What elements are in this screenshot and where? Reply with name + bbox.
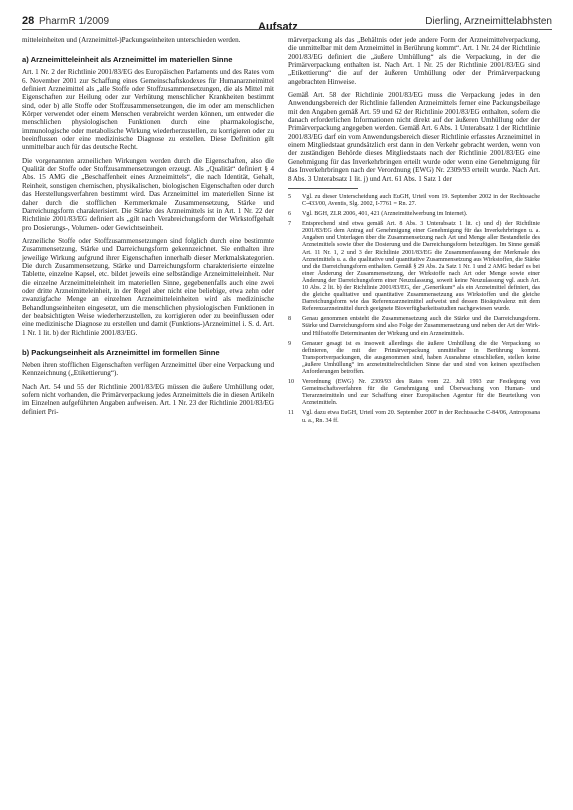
footnote: [288, 341, 540, 376]
footnote: [288, 316, 540, 337]
running-head: Dierling, Arzneimittelabhsten: [425, 16, 552, 27]
footnote-text: Vgl. dazu etwa EuGH, Urteil vom 20. September 2007 in der Rechtssache C-84/06, Antroposana u. a., Rn. 34 ff.: [302, 410, 540, 424]
paragraph-a3: Arzneiliche Stoffe oder Stoffzusammensetzungen sind folglich durch eine bestimmte Zusammensetzung, Stärke und Darreichungsform gekennzeichnet. Sie enthalten ihre jeweilige Wirkung aufgrund ihrer Eigenschaften innerhalb dieser Merkmalskategorien. Die durch Zusammensetzung, Stärke und Darreichungsform charakterisierte einzelne Tablette, einzelne Kapsel, etc. bildet jeweils eine selbständige Arzneimitteleinheit. Nur die einzelne Arzneimitteleinheit im materiellen Sinne, gegebenenfalls auch eine zwei oder dritte Arzneimitteleinheit, in der Regel aber nicht eine beliebige, etwa zehn oder zwanzigfache Menge an einzelnen Arzneimitteleinheiten wird als medizinische Behandlungseinheiten eingesetzt, um die menschlichen physiologischen Funktionen in der beabsichtigten Weise wiederherzustellen, zu korrigieren oder zu beeinflussen oder eine medizinische Diagnose zu erstellen und damit (Funktions-)Arzneimittel i. S. d. Art. 1 Nr. 1 lit. b) der Richtlinie 2001/83/EG.: [22, 236, 274, 337]
paragraph-a1: Art. 1 Nr. 2 der Richtlinie 2001/83/EG des Europäischen Parlaments und des Rates vom 6. November 2001 zur Schaffung eines Gemeinschaftskodexes für Humanarzneimittel definiert Arzneimittel als „alle Stoffe oder Stoffzusammensetzungen, die als Mittel mit Eigenschaften zur Heilung oder zur Verhütung menschlicher Krankheiten bestimmt sind, oder b) alle Stoffe oder Stoffzusammensetzungen, die im oder am menschlichen Körper verwendet oder einem Menschen verabreicht werden können, um entweder die menschlichen physiologischen Funktionen durch eine pharmakologische, immunologische oder metabolische Wirkung wiederherzustellen, zu korrigieren oder zu beeinflussen oder eine medizinische Diagnose zu erstellen. Diese Definition gilt unmittelbar auch für das deutsche Recht.: [22, 68, 274, 152]
footnote-number: 11: [288, 410, 294, 417]
footnote-text: Vgl. BGH, ZLR 2006, 401, 421 (Arzneimittelwerbung im Internet).: [302, 211, 468, 218]
footnote: [288, 379, 540, 407]
paragraph-b2: Nach Art. 54 und 55 der Richtlinie 2001/83/EG müssen die äußere Umhüllung oder, sofern nicht vorhanden, die Primärverpackung jedes Arzneimittels die in diesen Artikeln im Einzelnen aufgeführten Angaben aufweisen. Art. 1 Nr. 23 der Richtlinie 2001/83/EG definiert Pri-: [22, 382, 274, 416]
footnote-text: Verordnung (EWG) Nr. 2309/93 des Rates vom 22. Juli 1993 zur Festlegung von Gemeinschaftsverfahren für die Genehmigung und Überwachung von Human- und Tierarzneimitteln und zur Schaffung einer Europäischen Agentur für die Beurteilung von Arzneimitteln.: [302, 379, 540, 407]
journal-name: PharmR 1/2009: [39, 16, 110, 27]
section-label: Aufsatz: [258, 21, 298, 33]
right-column: [288, 36, 540, 428]
footnote-number: 8: [288, 316, 292, 323]
footnote-number: 6: [288, 211, 292, 218]
footnote-text: Genauer gesagt ist es insoweit allerdings die äußere Umhüllung die die Verpackung so definieren, die mit der Primärverpackung unmittelbar in Berührung kommt. Transportverpackungen, die ausgenommen sind, haben Ausnahme einschließen, stellen keine „äußere Umhüllung“ im arzneimittelrechtlichen Sinne dar und sind von keinen spezifischen Anforderungen betroffen.: [302, 340, 540, 375]
intro-paragraph: mitteleinheiten und (Arzneimittel-)Packungseinheiten unterschieden werden.: [22, 36, 241, 44]
footnote-text: Entsprechend sind etwa gemäß Art. 8 Abs. 3 Unterabsatz 1 lit. c) und d) der Richtlinie 2001/83/EG dem Antrag auf Genehmigung einer Genehmigung für das Inverkehrbringen u. a. Angaben und Unterlagen über die Zusammensetzung nach Art und Menge aller Bestandteile des Arzneimittels sowie über die Dosierung und die Darreichungsform beizufügen. Im Sinne gemäß Art. 11 Nr. 1, 2 und 3 der Richtlinie 2001/83/EG die Zusammenfassung der Merkmale des Arzneimittels u. a. die qualitative und quantitative Zusammensetzung aus Wirkstoffen, die Stärke und die Darreichungsform enthalten. Gemäß § 29 Abs. 2a Satz 1 Nr. 1 und 2 AMG bedarf es bei einer Änderung der Zusammensetzung, der Wirkstoffe nach Art oder Menge sowie einer Änderung der Darreichungsform einer Neuzulassung, soweit keine Neuzulassung vgl. auch Art. 10 Abs. 2 lit. b) der Richtlinie 2001/83/EG, der „Generikum“ als ein Arzneimittel definiert, das die gleiche qualitative und quantitative Zusammensetzung aus Wirkstoffen und die gleiche Darreichungsform wie das Referenzarzneimittel aufweist und dessen Bioäquivalenz mit dem Referenzarzneimittel durch geeignete Bioverfügbarkeitsstudien nachgewiesen wurde.: [302, 221, 540, 313]
paragraph-a2: Die vorgenannten arzneilichen Wirkungen werden durch die Eigenschaften, also die Qualität der Stoffe oder Stoffzusammensetzungen erzeugt. Als „Qualität“ definiert § 4 Abs. 15 AMG die „Beschaffenheit eines Arzneimittels“, die nach Identität, Gehalt, Reinheit, sonstigen chemischen, physikalischen, biologischen Eigenschaften oder durch das Herstellungsverfahren bestimmt wird. Das Arzneimittel im materiellen Sinne ist daher durch die stofflichen Kernmerkmale Zusammensetzung, Stärke und Darreichungsform charakterisiert. Die Stärke des Arzneimittels ist in Art. 1 Nr. 22 der Richtlinie 2001/83/EG definiert als „gilt nach Verabreichungsform der Wirkstoffgehalt pro Dosierungs-, Volumen- oder Gewichtseinheit.: [22, 156, 274, 232]
footnote: [288, 194, 540, 208]
left-column: [22, 36, 274, 421]
footnote-number: 9: [288, 340, 292, 347]
heading-a: a) Arzneimitteleinheit als Arzneimittel im materiellen Sinne: [22, 55, 233, 65]
footnotes: [288, 194, 540, 425]
footnote-number: 5: [288, 193, 292, 200]
footnote: [288, 410, 540, 424]
paragraph-r1: märverpackung als das „Behältnis oder jede andere Form der Arzneimittelverpackung, die unmittelbar mit dem Arzneimittel in Berührung kommt“. Art. 1 Nr. 24 der Richtlinie 2001/83/EG definiert die „äußere Umhüllung“ als die Verpackung, in der die Primärverpackung enthalten ist. Nach Art. 1 Nr. 25 der Richtlinie 2001/83/EG sind „Etikettierung“ die auf der äußeren Umhüllung oder der Primärverpackung angebrachten Hinweise.: [288, 36, 540, 86]
page-number: 28: [22, 15, 35, 27]
header-rule: [22, 29, 552, 30]
footnote: [288, 221, 540, 313]
footnote-number: 10: [288, 379, 295, 386]
page-header: [22, 13, 552, 33]
footnote-text: Genau genommen entsteht die Zusammensetzung auch die Stärke und die Darreichungsform. Stärke und Darreichungsform sind also Folge der Zusammensetzung und neben der Art der Wirk- und Hilfsstoffe Determinanten der Wirkung und ein Arzneimittels.: [302, 316, 540, 337]
footnote-number: 7: [288, 221, 292, 228]
footnote: [288, 211, 540, 218]
heading-b: b) Packungseinheit als Arzneimittel im formellen Sinne: [22, 348, 220, 357]
footnote-text: Vgl. zu dieser Unterscheidung auch EuGH, Urteil vom 19. September 2002 in der Rechtssache C-433/00, Aventis, Slg. 2002, I-7761 = Rn. 27.: [302, 193, 540, 207]
footnote-separator: [288, 188, 358, 189]
paragraph-b1: Neben ihren stofflichen Eigenschaften verfügen Arzneimittel über eine Verpackung und Kennzeichnung („Etikettierung“).: [22, 361, 274, 378]
paragraph-r2: Gemäß Art. 58 der Richtlinie 2001/83/EG muss die Verpackung jedes in den Anwendungsbereich der Richtlinie fallenden Arzneimittels ferner eine Packungsbeilage mit den Angaben gemäß Art. 59 und 62 der Richtlinie 2001/83/EG enthalten, sofern die danach erforderlichen Informationen nicht direkt auf der äußeren Umhüllung oder der Primärverpackung angegeben werden. Gemäß Art. 6 Abs. 1 Unterabsatz 1 der Richtlinie 2001/83/EG darf ein vom Anwendungsbereich dieser Richtlinie erfasstes Arzneimittel in einem Mitgliedstaat grundsätzlich erst dann in den Verkehr gebracht werden, wenn von der zuständigen Behörde dieses Mitgliedstaats nach der Richtlinie 2001/83/EG eine Genehmigung für das Inverkehrbringen erteilt wurde oder wenn eine Genehmigung für das Inverkehrbringen nach der Verordnung (EWG) Nr. 2309/93 erteilt wurde. Nach Art. 8 Abs. 3 Unterabsatz 1 lit. j) und Art. 61 Abs. 1 Satz 1 der: [288, 91, 540, 183]
